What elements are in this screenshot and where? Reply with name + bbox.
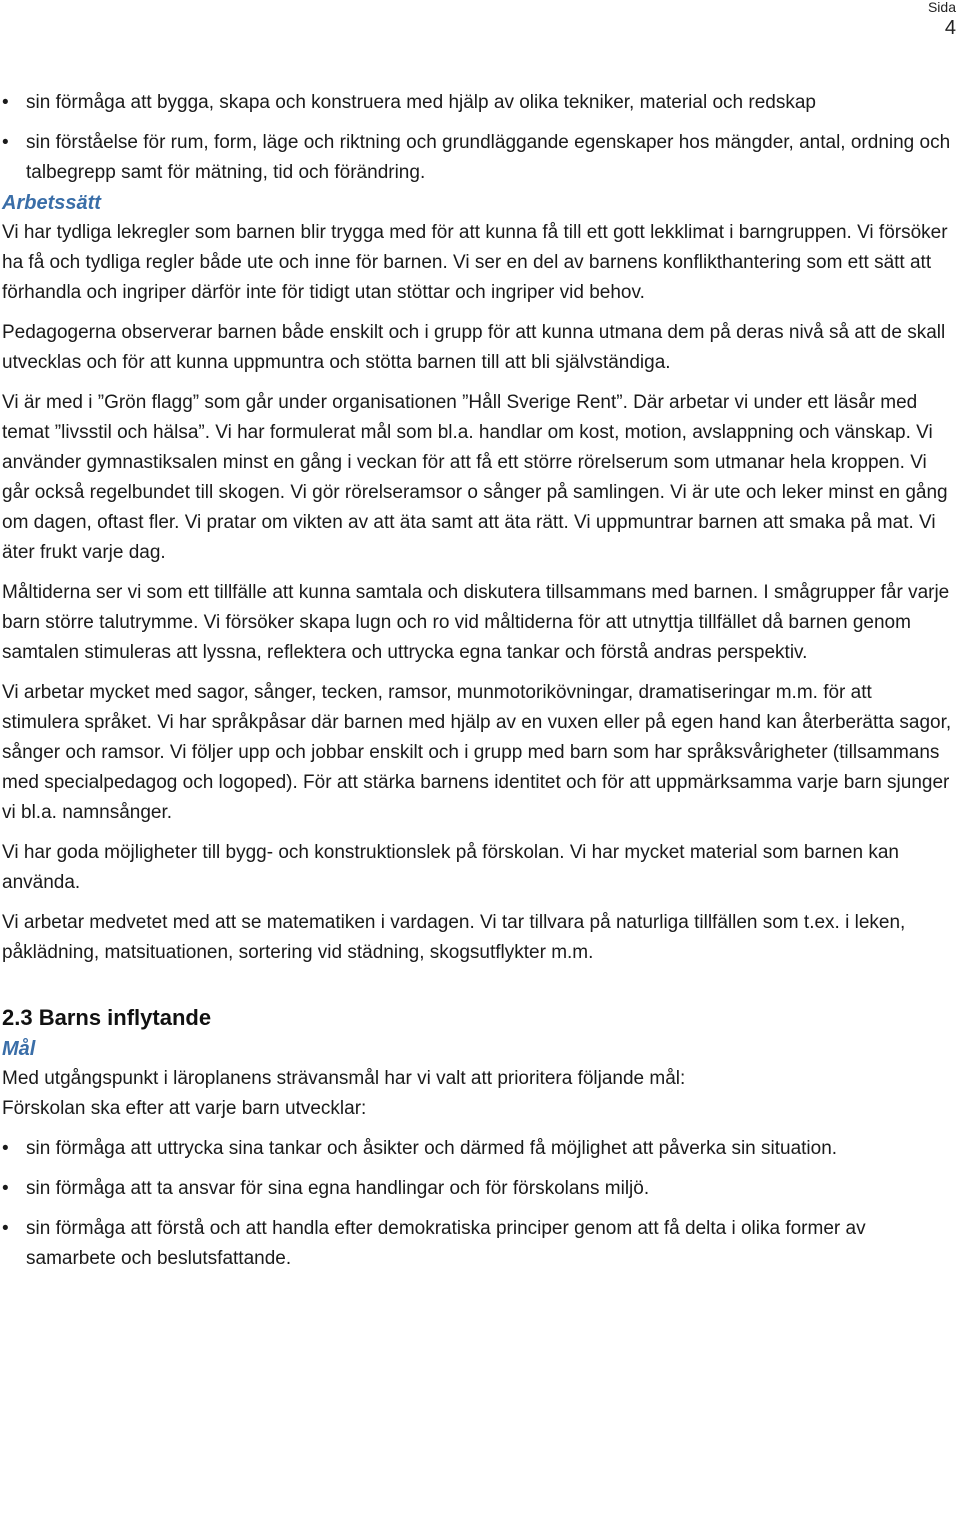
paragraph: Vi är med i ”Grön flagg” som går under organisationen ”Håll Sverige Rent”. Där arbetar vi under ett läsår med temat ”livsstil och hälsa”. Vi har formulerat mål som bl.a. handlar om kost, motion, avslappning och vänskap. Vi använder gymnastiksalen minst en gång i veckan för att få ett större rörelserum som utmanar hela kroppen. Vi går också regelbundet till skogen. Vi gör rörelseramsor o sånger på samlingen. Vi är ute och leker minst en gång om dagen, oftast fler. Vi pratar om vikten av att äta samt att äta rätt. Vi uppmuntrar barnen att smaka på mat. Vi äter frukt varje dag. <box>2 392 948 563</box>
list-item: • sin förmåga att bygga, skapa och konstruera med hjälp av olika tekniker, material och redskap <box>2 88 952 118</box>
paragraph: Vi har goda möjligheter till bygg- och konstruktionslek på förskolan. Vi har mycket material som barnen kan använda. <box>2 842 899 893</box>
section-heading: 2.3 Barns inflytande <box>2 1005 212 1030</box>
intro-line: Förskolan ska efter att varje barn utvecklar: <box>2 1098 367 1119</box>
paragraph: Pedagogerna observerar barnen både enskilt och i grupp för att kunna utmana dem på deras nivå så att de skall utvecklas och för att kunna uppmuntra och stötta barnen till att bli självständiga. <box>2 322 946 373</box>
list-item: • sin förståelse för rum, form, läge och riktning och grundläggande egenskaper hos mängder, antal, ordning och talbegrepp samt för mätning, tid och förändring. <box>2 128 952 188</box>
heading-arbetssatt: Arbetssätt <box>2 192 101 214</box>
paragraph: Vi arbetar medvetet med att se matematiken i vardagen. Vi tar tillvara på naturliga tillfällen som t.ex. i leken, påklädning, matsituationen, sortering vid städning, skogsutflykter m.m. <box>2 912 906 963</box>
list-item: • sin förmåga att uttrycka sina tankar och åsikter och därmed få möjlighet att påverka sin situation. <box>2 1134 952 1164</box>
subheading-mal: Mål <box>2 1038 36 1060</box>
list-item: • sin förmåga att förstå och att handla efter demokratiska principer genom att få delta i olika former av samarbete och beslutsfattande. <box>2 1214 952 1274</box>
page-number-value: 4 <box>944 17 956 39</box>
paragraph: Måltiderna ser vi som ett tillfälle att kunna samtala och diskutera tillsammans med barnen. I smågrupper får varje barn större talutrymme. Vi försöker skapa lugn och ro vid måltiderna för att utnyttja tillfället då barnen genom samtalen stimuleras att lyssna, reflektera och uttrycka egna tankar och förstå andras perspektiv. <box>2 582 950 663</box>
intro-line: Med utgångspunkt i läroplanens strävansmål har vi valt att prioritera följande mål: <box>2 1068 686 1089</box>
page-number-label: Sida <box>927 0 956 15</box>
page-number <box>928 0 956 40</box>
paragraph: Vi arbetar mycket med sagor, sånger, tecken, ramsor, munmotorikövningar, dramatiseringar m.m. för att stimulera språket. Vi har språkpåsar där barnen med hjälp av en vuxen eller på egen hand kan återberätta sagor, sånger och ramsor. Vi följer upp och jobbar enskilt och i grupp med barn som har språksvårigheter (tillsammans med specialpedagog och logoped). För att stärka barnens identitet och för att uppmärksamma varje barn sjunger vi bl.a. namnsånger. <box>2 682 952 823</box>
paragraph: Vi har tydliga lekregler som barnen blir trygga med för att kunna få till ett gott lekklimat i barngruppen. Vi försöker ha få och tydliga regler både ute och inne för barnen. Vi ser en del av barnens konflikthantering som ett sätt att förhandla och ingriper därför inte för tidigt utan stöttar och ingriper vid behov. <box>2 222 948 303</box>
document-body <box>2 88 952 1274</box>
list-item: • sin förmåga att ta ansvar för sina egna handlingar och för förskolans miljö. <box>2 1174 952 1204</box>
